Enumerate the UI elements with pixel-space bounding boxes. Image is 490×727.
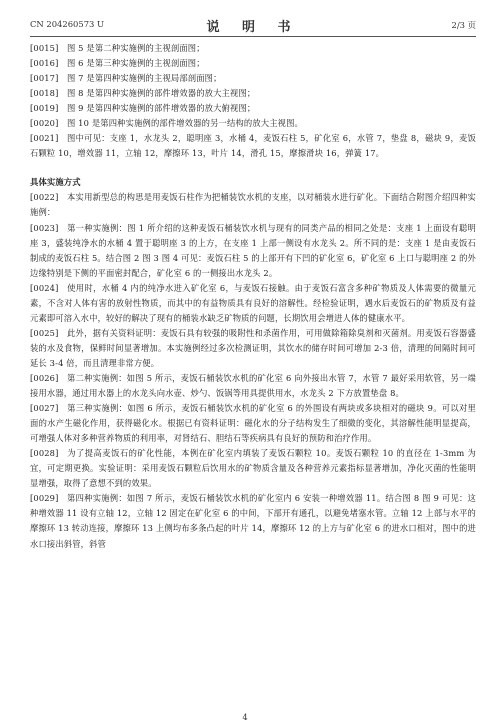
paragraph <box>30 71 476 86</box>
paragraph <box>30 86 476 101</box>
paragraph-text: 第四种实施例：如图 7 所示，麦饭石桶装饮水机的矿化室内 6 安装一种增效器 11。结合图 8 图 9 可见：这种增效器 11 设有立轴 12，立轴 12 固定在矿化室 6 的中间，下部开有通孔，以避免堵塞水管。立轴 12 上部与水平的摩擦环 13 转动连接，摩擦环 13 上侧均布多条凸起的叶片 14，摩擦环 12 的上方与矿化室 6 的进水口相对，图中的进水口接出斜管，斜管 <box>30 493 476 549</box>
paragraph-number: [0021] <box>30 133 59 144</box>
paragraph-number: [0027] <box>30 403 59 414</box>
paragraph-number: [0026] <box>30 372 59 383</box>
paragraph-text: 第三种实施例：如图 6 所示，麦饭石桶装饮水机的矿化室 6 的外围设有两块或多块相对的磁块 9。可以对里面的水产生磁化作用，获得磁化水。根据已有资料证明：磁化水的分子结构发生了细微的变化，其溶解性能明显提高，可增强人体对多种营养物质的利用率，对肾结石、胆结石等疾病具有良好的预防和治疗作用。 <box>30 403 476 444</box>
paragraph-text: 本实用新型总的构思是用麦饭石柱作为把桶装饮水机的支座，以对桶装水进行矿化。下面结合附图介绍四种实施例： <box>30 192 476 218</box>
paragraph <box>30 371 476 401</box>
paragraph-number: [0022] <box>30 192 59 203</box>
paragraph <box>30 491 476 551</box>
paragraph-number: [0029] <box>30 493 59 504</box>
document-body <box>30 41 476 552</box>
patent-number: CN 204260573 U <box>30 19 105 29</box>
page-number: 4 <box>242 712 248 722</box>
paragraph <box>30 41 476 56</box>
section-title: 具体实施方式 <box>30 177 81 188</box>
paragraph <box>30 131 476 161</box>
header-rule <box>30 36 476 37</box>
paragraph-text: 此外，据有关资料证明：麦饭石具有较强的吸附性和杀菌作用，可用做除箱除臭剂和灭菌剂。用麦饭石容器盛装的水及食物，保鲜时间显著增加。本实施例经过多次检测证明，其饮水的储存时间可增加 2-3 倍，清理的间隔时间可延长 3-4 倍，而且清理非常方便。 <box>30 327 476 368</box>
paragraph-number: [0023] <box>30 222 59 233</box>
paragraph <box>30 190 476 220</box>
paragraph-text: 图 7 是第四种实施例的主视局部剖面图； <box>66 73 222 84</box>
section-gap <box>30 161 476 175</box>
paragraph-text: 第一种实施例：图 1 所介绍的这种麦饭石桶装饮水机与现有的同类产品的相同之处是：支座 1 上面设有聪明座 3，盛装纯净水的水桶 4 置于聪明座 3 的上方，在支座 1 上部一侧设有水龙头 2。所不同的是：支座 1 是由麦饭石制成的麦饭石柱 5。结合图 2 图 3 图 4 可见：麦饭石柱 5 的上部开有下凹的矿化室 6，矿化室 6 上口与聪明座 2 的外边缘特别是下侧的平面密封配合，矿化室 6 的一侧接出水龙头 2。 <box>30 222 476 278</box>
paragraph-text: 图 6 是第三种实施例的主视剖面图； <box>66 58 205 69</box>
paragraph-number: [0018] <box>30 88 59 99</box>
paragraph-text: 为了提高麦饭石的矿化性能，本例在矿化室内填装了麦饭石颗粒 10。麦饭石颗粒 10 的直径在 1-3mm 为宜，可定期更换。实验证明：采用麦饭石颗粒后饮用水的矿物质含量及各种营养元素指标显著增加，净化灭菌的性能明显增强，取得了意想不到的效果。 <box>30 448 476 489</box>
paragraph-number: [0015] <box>30 43 59 53</box>
paragraph <box>30 281 476 326</box>
paragraph <box>30 401 476 446</box>
paragraph <box>30 446 476 491</box>
paragraph-text: 图 5 是第二种实施例的主视剖面图； <box>66 43 205 53</box>
paragraph <box>30 221 476 281</box>
paragraph-text: 图 9 是第四种实施例的部件增效器的放大俯视图； <box>66 103 256 114</box>
page-info: 2/3 页 <box>451 20 476 30</box>
paragraph-number: [0020] <box>30 118 59 129</box>
paragraph <box>30 56 476 71</box>
page-header <box>30 16 476 34</box>
paragraph-text: 图 10 是第四种实施例的部件增效器的另一结构的放大主视图。 <box>66 118 304 129</box>
paragraph-number: [0019] <box>30 103 59 114</box>
document-title: 说 明 书 <box>206 20 300 35</box>
embodiment-paragraphs <box>30 190 476 551</box>
paragraph <box>30 101 476 116</box>
paragraph-text: 图中可见：支座 1，水龙头 2，聪明座 3，水桶 4，麦饭石柱 5，矿化室 6，水管 7，垫盘 8，磁块 9，麦饭石颗粒 10，增效器 11，立轴 12，摩擦环 13，叶片 14，滑孔 15，摩擦滑块 16，弹簧 17。 <box>30 133 476 159</box>
paragraph <box>30 116 476 131</box>
paragraph-text: 图 8 是第四种实施例的部件增效器的放大主视图； <box>66 88 256 99</box>
paragraph <box>30 326 476 371</box>
paragraph-number: [0017] <box>30 73 59 84</box>
paragraph-text: 使用时，水桶 4 内的纯净水进入矿化室 6，与麦饭石接触。由于麦饭石富含多种矿物质及人体需要的微量元素，不含对人体有害的放射性物质，而其中的有益物质具有良好的溶解性。经检验证明，遇水后麦饭石的矿物质及有益元素即可溶入水中，较好的解决了现有的桶装水缺乏矿物质的问题，长期饮用会增进人体的健康水平。 <box>30 282 476 323</box>
paragraph-number: [0024] <box>30 282 59 293</box>
figure-description-list <box>30 41 476 161</box>
paragraph-number: [0025] <box>30 327 59 338</box>
paragraph-number: [0016] <box>30 58 59 69</box>
paragraph-number: [0028] <box>30 448 59 459</box>
paragraph-text: 第二种实施例：如图 5 所示，麦饭石桶装饮水机的矿化室 6 向外接出水管 7，水管 7 最好采用软管，另一端接用水器，通过用水器上的水龙头向水壶、炒勺、饭锅等用具提供用水，水龙头 2 下方放置垫盘 8。 <box>30 372 476 399</box>
